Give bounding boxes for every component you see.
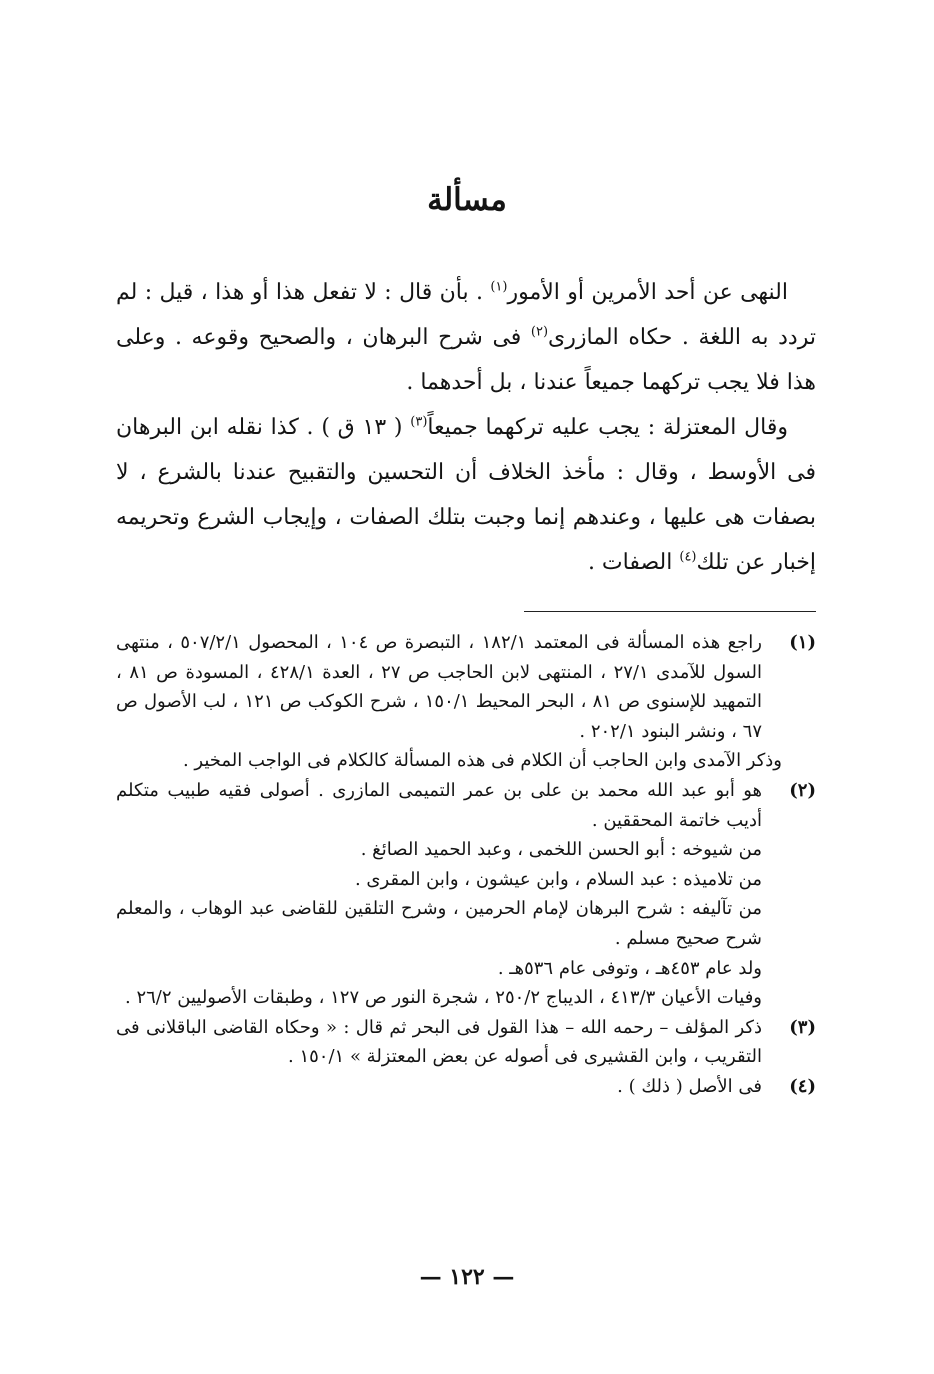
paragraph-1-part-c: فى شرح البرهان ، والصحيح وقوعه . وعلى هذا فلا يجب تركهما جميعاً عندنا ، بل أحدهما .	[116, 325, 816, 395]
paragraph-2-part-c: الصفات .	[587, 550, 680, 575]
page-number: — ١٢٢ —	[419, 1264, 515, 1290]
footnote-3	[116, 1013, 816, 1072]
footnotes	[116, 628, 816, 1102]
footnote-ref-2: (٢)	[530, 324, 549, 340]
footnote-4-number: (٤)	[789, 1075, 816, 1097]
footnote-1-text: راجع هذه المسألة فى المعتمد ١٨٢/١ ، التبصرة ص ١٠٤ ، المحصول ٥٠٧/٢/١ ، منتهى السول للآمدى ٢٧/١ ، المنتهى لابن الحاجب ص ٢٧ ، العدة ٤٢٨/١ ، المسودة ص ٨١ ، التمهيد للإسنوى ص ٨١ ، البحر المحيط ١٥٠/١ ، شرح الكوكب ص ١٢١ ، لب الأصول ص ٦٧ ، ونشر البنود ٢٠٢/١ .	[116, 632, 763, 742]
footnote-1-number: (١)	[789, 632, 816, 653]
paragraph-1-part-a: النهى عن أحد الأمرين أو الأمور	[507, 280, 788, 305]
footnote-2	[116, 776, 816, 835]
paragraph-2-part-b: ( ١٣ ق ) . كذا نقله ابن البرهان فى الأوسط ، وقال : مأخذ الخلاف أن التحسين والتقبيح عندنا بالشرع ، لا بصفات هى عليها ، وعندهم إنما وجبت بتلك الصفات ، وإيجاب الشرع وتحريمه إخبار عن تلك	[116, 415, 816, 575]
footnote-2-text: هو أبو عبد الله محمد بن على بن عمر التميمى المازرى . أصولى فقيه طبيب متكلم أديب خاتمة المحققين .	[116, 779, 762, 831]
footnote-ref-4: (٤)	[679, 549, 697, 565]
page-title: مسألة	[427, 182, 507, 218]
footnote-1-note: وذكر الآمدى وابن الحاجب أن الكلام فى هذه المسألة كالكلام فى الواجب المخير .	[182, 750, 782, 772]
footnote-4-text: فى الأصل ( ذلك ) .	[617, 1075, 762, 1097]
main-text	[116, 270, 816, 585]
footnote-ref-3: (٣)	[410, 414, 428, 430]
paragraph-1	[116, 270, 816, 405]
paragraph-2-part-a: وقال المعتزلة : يجب عليه تركهما جميعاً	[427, 415, 788, 440]
footnote-2-dates: ولد عام ٤٥٣هـ ، وتوفى عام ٥٣٦هـ .	[497, 957, 762, 979]
footnote-1	[116, 628, 816, 746]
paragraph-1-part-b: . بأن قال : لا تفعل هذا أو هذا ، قيل : لم تردد به اللغة . حكاه المازرى	[116, 280, 816, 350]
footnote-ref-1: (١)	[490, 279, 508, 295]
paragraph-2	[116, 405, 816, 585]
footnote-separator	[524, 611, 816, 612]
footnote-2-students: من تلاميذه : عبد السلام ، وابن عيشون ، وابن المقرى .	[354, 868, 762, 890]
footnote-3-number: (٣)	[789, 1016, 816, 1038]
footnote-2-number: (٢)	[789, 779, 816, 801]
footnote-3-text: ذكر المؤلف – رحمه الله – هذا القول فى البحر ثم قال : « وحكاه القاضى الباقلانى فى التقريب ، وابن القشيرى فى أصوله عن بعض المعتزلة » ١٥٠/١ .	[116, 1016, 762, 1068]
footnote-2-teachers: من شيوخه : أبو الحسن اللخمى ، وعبد الحميد الصائغ .	[360, 839, 762, 861]
footnote-2-works: من تآليفه : شرح البرهان لإمام الحرمين ، وشرح التلقين للقاضى عبد الوهاب ، والمعلم شرح صحيح مسلم .	[116, 898, 762, 949]
footnote-4	[116, 1072, 816, 1102]
footnote-2-sources: وفيات الأعيان ٤١٣/٣ ، الديباج ٢٥٠/٢ ، شجرة النور ص ١٢٧ ، وطبقات الأصوليين ٢٦/٢ .	[125, 987, 762, 1009]
